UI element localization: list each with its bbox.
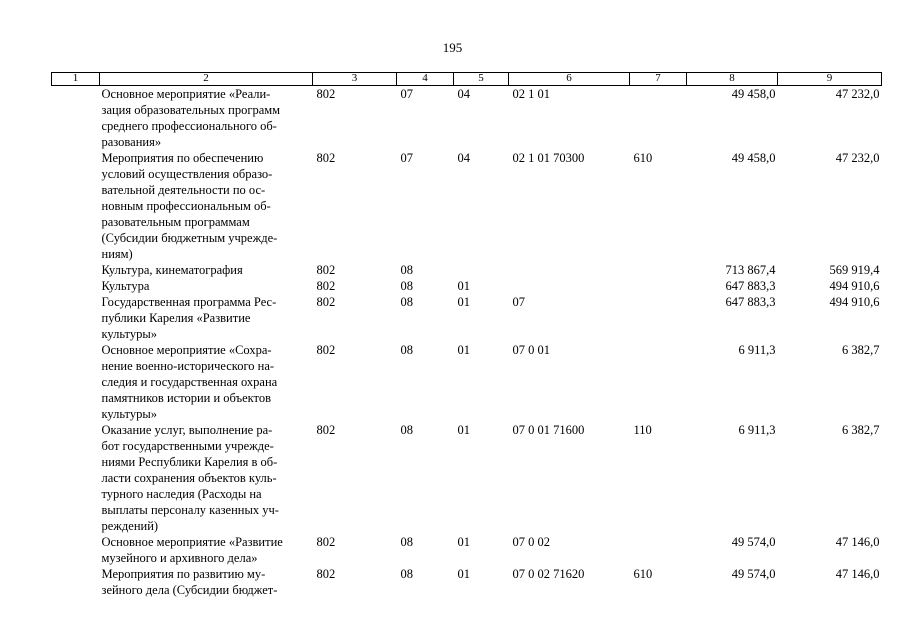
amount-col-8: 6 911,3 [738, 343, 776, 357]
column-header-1: 1 [52, 73, 100, 86]
amount-col-9: 47 232,0 [835, 151, 880, 165]
subsection-code: 01 [457, 567, 470, 581]
section-code: 07 [400, 151, 413, 165]
expense-type-code [630, 262, 687, 278]
column-header-4: 4 [397, 73, 454, 86]
section-code: 08 [400, 567, 413, 581]
table-row [52, 422, 882, 534]
amount-col-9: 47 146,0 [835, 535, 880, 549]
item-name: Основное мероприятие «Развитие музейного и архивного дела» [101, 535, 283, 565]
expense-type-code: 610 [633, 567, 653, 581]
expense-type-code [630, 342, 687, 422]
department-code: 802 [316, 279, 336, 293]
department-code: 802 [316, 535, 336, 549]
item-name: Государственная программа Рес- публики Карелия «Развитие культуры» [101, 295, 277, 341]
amount-col-9: 494 910,6 [829, 295, 880, 309]
amount-col-9: 6 382,7 [842, 343, 880, 357]
expense-type-code [630, 294, 687, 342]
expense-type-code: 610 [633, 151, 653, 165]
amount-col-8: 647 883,3 [725, 295, 776, 309]
column-number-row [52, 73, 882, 86]
column-header-7: 7 [630, 73, 687, 86]
column-header-2: 2 [100, 73, 313, 86]
amount-col-9: 494 910,6 [829, 279, 880, 293]
table-row [52, 86, 882, 151]
item-name: Мероприятия по обеспечению условий осуществления образо- вательной деятельности по ос- новным профессиональным об- разовательным программам (Субсидии бюджетным учрежде- ниям) [101, 151, 278, 261]
amount-col-9: 569 919,4 [829, 263, 880, 277]
department-code: 802 [316, 151, 336, 165]
subsection-code: 01 [457, 535, 470, 549]
subsection-code: 04 [457, 87, 470, 101]
row-number-cell [52, 534, 100, 566]
section-code: 08 [400, 295, 413, 309]
section-code: 08 [400, 263, 413, 277]
department-code: 802 [316, 423, 336, 437]
section-code: 08 [400, 423, 413, 437]
subsection-code: 01 [457, 279, 470, 293]
target-article-code [509, 262, 630, 278]
expense-type-code: 110 [633, 423, 652, 437]
table-header [52, 73, 882, 86]
row-number-cell [52, 342, 100, 422]
table-body [52, 86, 882, 599]
amount-col-8: 713 867,4 [725, 263, 776, 277]
row-number-cell [52, 566, 100, 598]
target-article-code: 07 0 02 71620 [512, 567, 585, 581]
column-header-9: 9 [778, 73, 882, 86]
target-article-code: 07 0 01 [512, 343, 550, 357]
row-number-cell [52, 86, 100, 151]
subsection-code: 04 [457, 151, 470, 165]
item-name: Культура, кинематография [101, 263, 243, 277]
expense-type-code [630, 278, 687, 294]
table-row [52, 566, 882, 598]
amount-col-9: 6 382,7 [842, 423, 880, 437]
department-code: 802 [316, 295, 336, 309]
target-article-code: 07 0 01 71600 [512, 423, 585, 437]
amount-col-8: 49 574,0 [731, 535, 776, 549]
section-code: 07 [400, 87, 413, 101]
subsection-code: 01 [457, 423, 470, 437]
amount-col-8: 49 458,0 [731, 87, 776, 101]
target-article-code: 02 1 01 [512, 87, 550, 101]
row-number-cell [52, 422, 100, 534]
column-header-8: 8 [687, 73, 778, 86]
subsection-code: 01 [457, 343, 470, 357]
table-row [52, 278, 882, 294]
department-code: 802 [316, 87, 336, 101]
row-number-cell [52, 262, 100, 278]
target-article-code: 07 [512, 295, 525, 309]
expense-type-code [630, 534, 687, 566]
column-header-5: 5 [454, 73, 509, 86]
column-header-3: 3 [313, 73, 397, 86]
item-name: Культура [101, 279, 150, 293]
item-name: Основное мероприятие «Сохра- нение военно-исторического на- следия и государственная охрана памятников истории и объектов культуры» [101, 343, 278, 421]
department-code: 802 [316, 343, 336, 357]
column-header-6: 6 [509, 73, 630, 86]
item-name: Оказание услуг, выполнение ра- бот государственными учрежде- ниями Республики Карелия в об- ласти сохранения объектов куль- турного наследия (Расходы на выплаты персоналу казенных уч- реждений) [101, 423, 279, 533]
amount-col-8: 49 458,0 [731, 151, 776, 165]
table-row [52, 534, 882, 566]
row-number-cell [52, 278, 100, 294]
department-code: 802 [316, 263, 336, 277]
table-row [52, 262, 882, 278]
table-row [52, 294, 882, 342]
item-name: Основное мероприятие «Реали- зация образовательных программ среднего профессионального об- разования» [101, 87, 281, 149]
subsection-code [454, 262, 509, 278]
table-row [52, 342, 882, 422]
target-article-code [509, 278, 630, 294]
section-code: 08 [400, 279, 413, 293]
expense-type-code [630, 86, 687, 151]
amount-col-9: 47 146,0 [835, 567, 880, 581]
row-number-cell [52, 150, 100, 262]
amount-col-8: 647 883,3 [725, 279, 776, 293]
amount-col-8: 6 911,3 [738, 423, 776, 437]
department-code: 802 [316, 567, 336, 581]
item-name: Мероприятия по развитию му- зейного дела (Субсидии бюджет- [101, 567, 278, 597]
target-article-code: 07 0 02 [512, 535, 550, 549]
amount-col-8: 49 574,0 [731, 567, 776, 581]
table-row [52, 150, 882, 262]
target-article-code: 02 1 01 70300 [512, 151, 585, 165]
section-code: 08 [400, 535, 413, 549]
budget-table [51, 72, 882, 598]
page-number: 195 [442, 40, 463, 55]
amount-col-9: 47 232,0 [835, 87, 880, 101]
row-number-cell [52, 294, 100, 342]
subsection-code: 01 [457, 295, 470, 309]
section-code: 08 [400, 343, 413, 357]
